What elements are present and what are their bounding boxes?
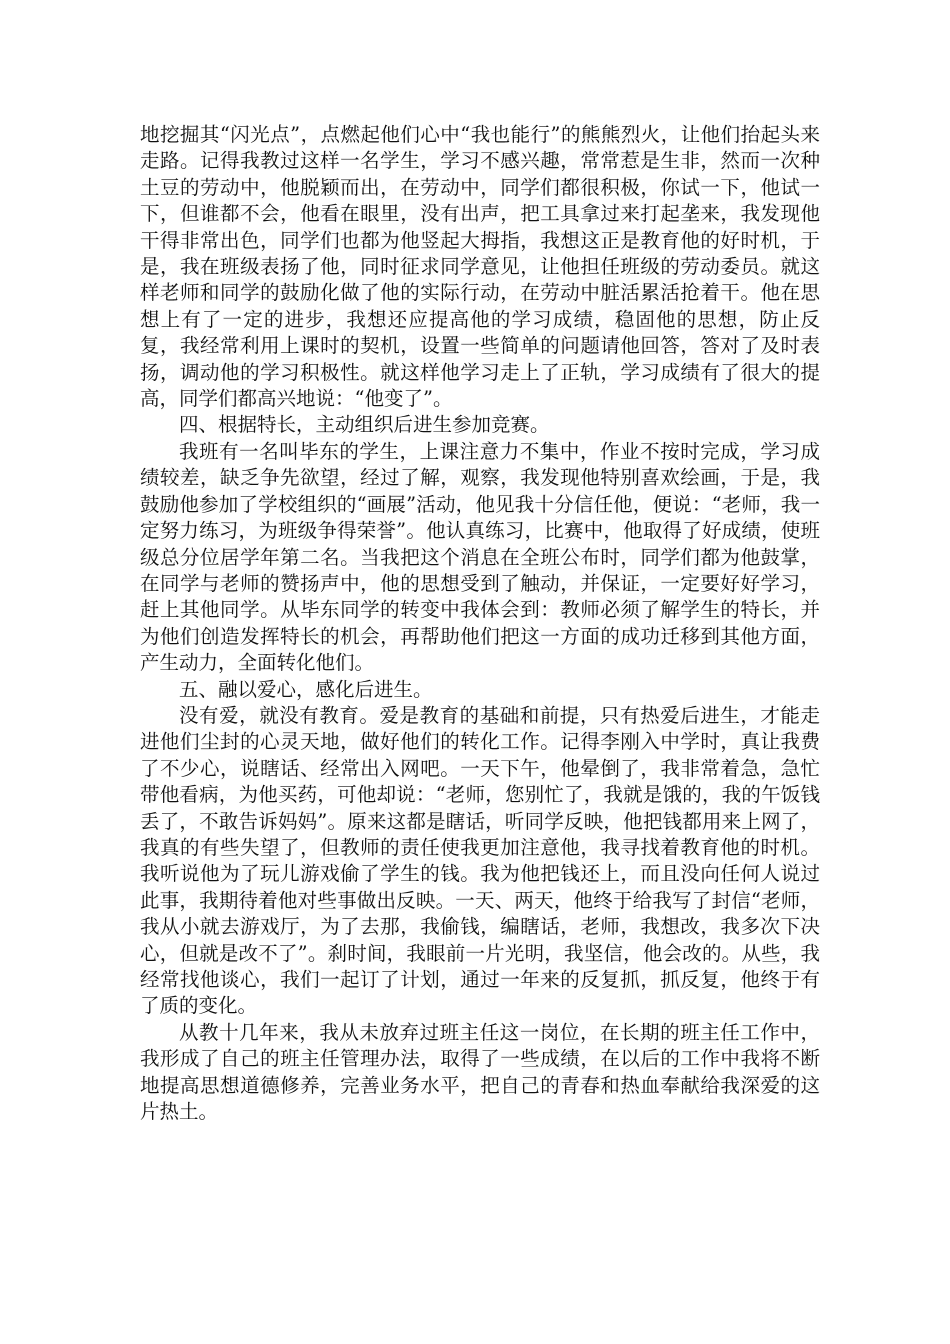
paragraph-ligang: 没有爱，就没有教育。爱是教育的基础和前提，只有热爱后进生，才能走进他们尘封的心灵天地，做好他们的转化工作。记得李刚入中学时，真让我费了不少心，说瞎话、经常出入网吧。一天下午，他晕倒了，我非常着急，急忙带他看病，为他买药，可他却说：“老师，您别忙了，我就是饿的，我的午饭钱丢了，不敢告诉妈妈”。原来这都是瞎话，听同学反映，他把钱都用来上网了，我真的有些失望了，但教师的责任使我更加注意他，我寻找着教育他的时机。我听说他为了玩儿游戏偷了学生的钱。我为他把钱还上，而且没向任何人说过此事，我期待着他对些事做出反映。一天、两天，他终于给我写了封信“老师，我从小就去游戏厅，为了去那，我偷钱，编瞎话，老师，我想改，我多次下决心，但就是改不了”。刹时间，我眼前一片光明，我坚信，他会改的。从些，我经常找他谈心，我们一起订了计划，通过一年来的反复抓，抓反复，他终于有了质的变化。 xyxy=(140,703,820,1018)
section-heading-four: 四、根据特长，主动组织后进生参加竞赛。 xyxy=(179,413,550,437)
paragraph-conclusion: 从教十几年来，我从未放弃过班主任这一岗位，在长期的班主任工作中，我形成了自己的班主任管理办法，取得了一些成绩，在以后的工作中我将不断地提高思想道德修养，完善业务水平，把自己的青春和热血奉献给我深爱的这片热土。 xyxy=(140,1020,820,1124)
paragraph-bidong: 我班有一名叫毕东的学生，上课注意力不集中，作业不按时完成，学习成绩较差，缺乏争先欲望，经过了解，观察，我发现他特别喜欢绘画，于是，我鼓励他参加了学校组织的“画展”活动，他见我十分信任他，便说：“老师，我一定努力练习，为班级争得荣誉”。他认真练习，比赛中，他取得了好成绩，使班级总分位居学年第二名。当我把这个消息在全班公布时，同学们都为他鼓掌，在同学与老师的赞扬声中，他的思想受到了触动，并保证，一定要好好学习，赶上其他同学。从毕东同学的转变中我体会到：教师必须了解学生的特长，并为他们创造发挥特长的机会，再帮助他们把这一方面的成功迁移到其他方面，产生动力，全面转化他们。 xyxy=(140,439,820,675)
document-page xyxy=(140,122,820,1125)
paragraph-continuation: 地挖掘其“闪光点”，点燃起他们心中“我也能行”的熊熊烈火，让他们抬起头来走路。记得我教过这样一名学生，学习不感兴趣，常常惹是生非，然而一次种土豆的劳动中，他脱颖而出，在劳动中，同学们都很积极，你试一下，他试一下，但谁都不会，他看在眼里，没有出声，把工具拿过来打起垄来，我发现他干得非常出色，同学们也都为他竖起大拇指，我想这正是教育他的好时机，于是，我在班级表扬了他，同时征求同学意见，让他担任班级的劳动委员。就这样老师和同学的鼓励化做了他的实际行动，在劳动中脏活累活抢着干。他在思想上有了一定的进步，我想还应提高他的学习成绩，稳固他的思想，防止反复，我经常利用上课时的契机，设置一些简单的问题请他回答，答对了及时表扬，调动他的学习积极性。就这样他学习走上了正轨，学习成绩有了很大的提高，同学们都高兴地说：“他变了”。 xyxy=(140,123,820,411)
section-heading-five: 五、融以爱心，感化后进生。 xyxy=(179,677,433,701)
